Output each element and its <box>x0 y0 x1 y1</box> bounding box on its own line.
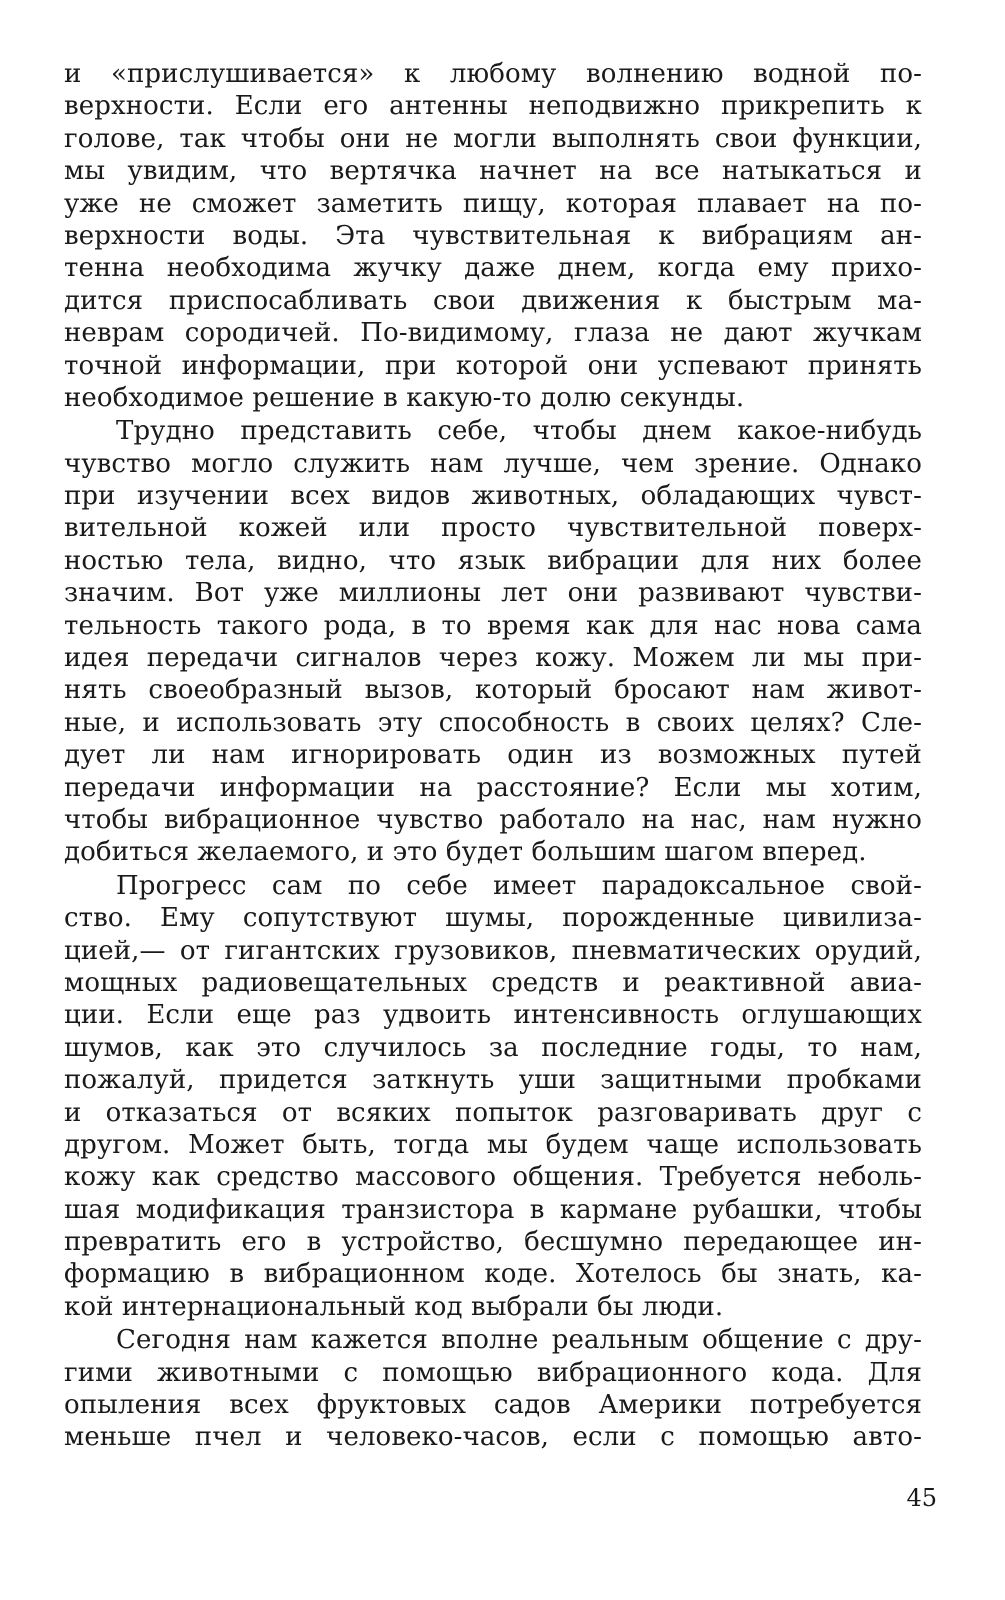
paragraph-4 <box>64 1324 922 1454</box>
page-body <box>64 58 922 1454</box>
text-line: шумов, как это случилось за последние годы, то нам, <box>64 1032 922 1063</box>
text-line: гими животными с помощью вибрационного кода. Для <box>64 1357 922 1388</box>
text-line: и отказаться от всяких попыток разговаривать друг с <box>64 1097 922 1128</box>
text-line: верхности. Если его антенны неподвижно прикрепить к <box>64 91 922 122</box>
text-line: вительной кожей или просто чувствительной поверх- <box>64 513 922 544</box>
text-line: мощных радиовещательных средств и реактивной авиа- <box>64 967 922 998</box>
text-line: добиться желаемого, и это будет большим шагом вперед. <box>64 837 867 868</box>
text-line: необходимое решение в какую-то долю секунды. <box>64 382 745 413</box>
text-line: Трудно представить себе, чтобы днем какое-нибудь <box>116 416 922 447</box>
text-line: Прогресс сам по себе имеет парадоксальное свой- <box>116 870 922 901</box>
text-line: уже не сможет заметить пищу, которая плавает на по- <box>64 188 922 219</box>
text-line: чтобы вибрационное чувство работало на нас, нам нужно <box>64 804 922 835</box>
paragraph-2 <box>64 415 922 868</box>
text-line: идея передачи сигналов через кожу. Можем ли мы при- <box>64 643 922 674</box>
text-line: ные, и использовать эту способность в своих целях? Сле- <box>64 707 922 738</box>
text-line: мы увидим, что вертячка начнет на все натыкаться и <box>64 156 922 187</box>
paragraph-1 <box>64 58 922 414</box>
text-line: ство. Ему сопутствуют шумы, порожденные цивилиза- <box>64 903 922 934</box>
text-line: дует ли нам игнорировать один из возможных путей <box>64 740 922 771</box>
text-line: Сегодня нам кажется вполне реальным общение с дру- <box>116 1325 922 1356</box>
text-line: тенна необходима жучку даже днем, когда ему прихо- <box>64 253 922 284</box>
text-line: значим. Вот уже миллионы лет они развивают чувстви- <box>64 578 922 609</box>
text-line: формацию в вибрационном коде. Хотелось бы знать, ка- <box>64 1259 922 1290</box>
text-line: при изучении всех видов животных, обладающих чувст- <box>64 481 922 512</box>
text-line: ностью тела, видно, что язык вибрации для них более <box>64 545 922 576</box>
text-line: тельность такого рода, в то время как для нас нова сама <box>64 610 922 641</box>
text-line: неврам сородичей. По-видимому, глаза не дают жучкам <box>64 318 922 349</box>
text-line: кой интернациональный код выбрали бы люди. <box>64 1291 724 1322</box>
text-line: опыления всех фруктовых садов Америки потребуется <box>64 1390 922 1421</box>
text-line: дится приспосабливать свои движения к быстрым ма- <box>64 285 922 316</box>
text-line: чувство могло служить нам лучше, чем зрение. Однако <box>64 448 922 479</box>
text-line: меньше пчел и человеко-часов, если с помощью авто- <box>64 1422 922 1453</box>
text-line: нять своеобразный вызов, который бросают нам живот- <box>64 675 922 706</box>
text-line: шая модификация транзистора в кармане рубашки, чтобы <box>64 1194 922 1225</box>
text-line: кожу как средство массового общения. Требуется неболь- <box>64 1162 922 1193</box>
text-line: передачи информации на расстояние? Если мы хотим, <box>64 772 922 803</box>
text-line: пожалуй, придется заткнуть уши защитными пробками <box>64 1065 922 1096</box>
text-line: цией,— от гигантских грузовиков, пневматических орудий, <box>64 935 922 966</box>
text-line: голове, так чтобы они не могли выполнять свои функции, <box>64 123 922 154</box>
text-line: и «прислушивается» к любому волнению водной по- <box>64 59 922 89</box>
page-number: 45 <box>906 1484 937 1512</box>
text-line: ции. Если еще раз удвоить интенсивность оглушающих <box>64 1000 922 1031</box>
text-line: другом. Может быть, тогда мы будем чаще использовать <box>64 1129 922 1160</box>
text-line: точной информации, при которой они успевают принять <box>64 350 922 381</box>
text-line: верхности воды. Эта чувствительная к вибрациям ан- <box>64 220 922 251</box>
text-line: превратить его в устройство, бесшумно передающее ин- <box>64 1227 922 1258</box>
paragraph-3 <box>64 870 922 1323</box>
